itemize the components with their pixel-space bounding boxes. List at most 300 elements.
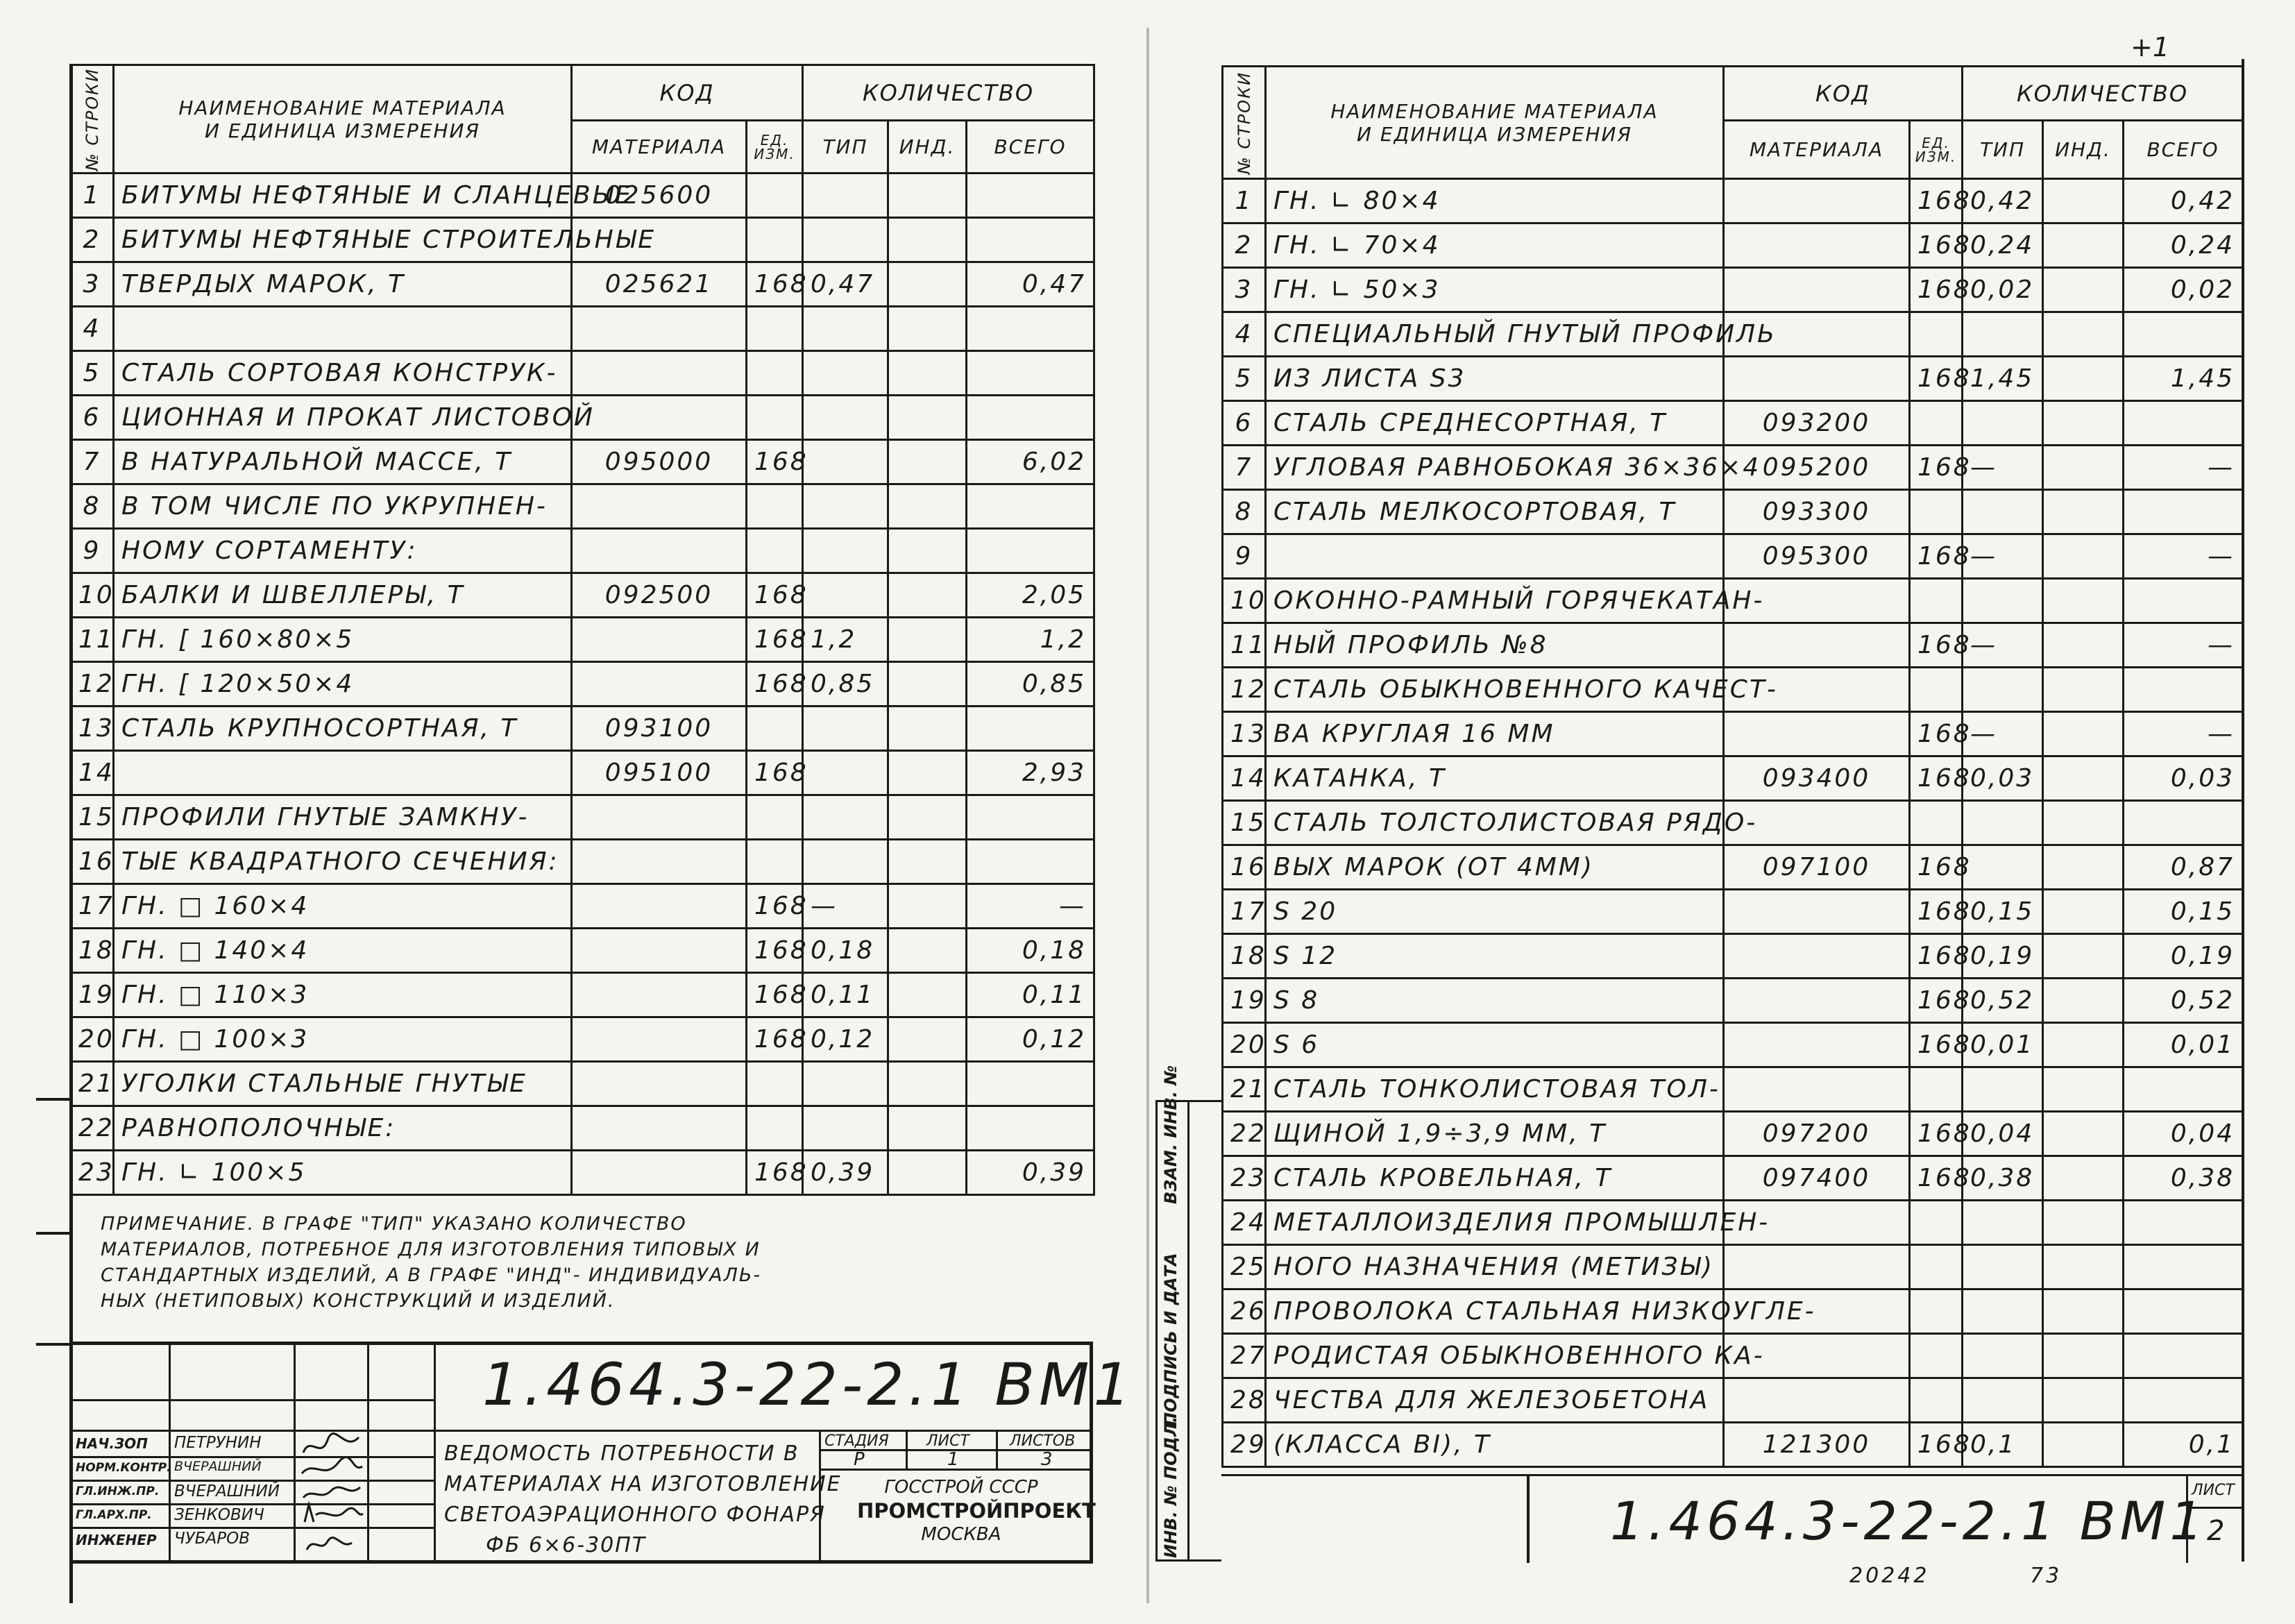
material-code-cell: [572, 618, 747, 662]
table-row: [1223, 1378, 2243, 1423]
side-label-inv-podl: ИНВ. № ПОДЛ.: [1161, 1416, 1180, 1558]
total-quantity-cell: 0,85: [967, 662, 1094, 707]
unit-code-cell: [747, 1106, 803, 1151]
table-row: [1223, 1201, 2243, 1245]
table-row: [71, 262, 1094, 307]
tip-quantity-cell: 0,42: [1963, 179, 2043, 223]
tip-quantity-cell: 0,01: [1963, 1023, 2043, 1067]
row-number-cell: 12: [71, 662, 114, 707]
table-row: [1223, 490, 2243, 534]
material-name-cell: РОДИСТАЯ ОБЫКНОВЕННОГО КА-: [1266, 1334, 1724, 1378]
ind-quantity-cell: [2043, 1423, 2124, 1467]
tip-quantity-cell: 0,24: [1963, 223, 2043, 268]
total-quantity-cell: [2124, 668, 2243, 712]
row-number-cell: 13: [71, 707, 114, 751]
row-number-cell: 9: [1223, 534, 1266, 579]
table-row: [71, 840, 1094, 884]
material-name-cell: БИТУМЫ НЕФТЯНЫЕ СТРОИТЕЛЬНЫЕ: [114, 218, 572, 262]
row-number-cell: 17: [71, 884, 114, 929]
material-name-cell: (КЛАССА BI), Т: [1266, 1423, 1724, 1467]
unit-code-cell: [1910, 1067, 1963, 1112]
material-name-header: НАИМЕНОВАНИЕ МАТЕРИАЛА И ЕДИНИЦА ИЗМЕРЕНИЯ: [1266, 67, 1724, 179]
ind-quantity-cell: [2043, 801, 2124, 845]
material-code-cell: [1724, 712, 1910, 756]
row-number-cell: 1: [1223, 179, 1266, 223]
material-name-cell: СТАЛЬ МЕЛКОСОРТОВАЯ, Т: [1266, 490, 1724, 534]
row-number-cell: 18: [71, 929, 114, 973]
row-number-cell: 3: [1223, 268, 1266, 312]
material-name-cell: ПРОВОЛОКА СТАЛЬНАЯ НИЗКОУГЛЕ-: [1266, 1289, 1724, 1334]
code-header: КОД: [1724, 67, 1963, 121]
tip-quantity-cell: [1963, 312, 2043, 357]
material-code-cell: 093100: [572, 707, 747, 751]
material-code-cell: 095200: [1724, 446, 1910, 490]
tip-quantity-cell: —: [1963, 534, 2043, 579]
table-row: [1223, 312, 2243, 357]
material-name-cell: ГН. [ 120×50×4: [114, 662, 572, 707]
row-number-cell: 10: [71, 573, 114, 618]
tip-header: ТИП: [1963, 121, 2043, 179]
total-quantity-cell: [967, 174, 1094, 218]
table-row: [71, 884, 1094, 929]
ind-quantity-cell: [888, 1106, 967, 1151]
material-name-cell: ЧЕСТВА ДЛЯ ЖЕЛЕЗОБЕТОНА: [1266, 1378, 1724, 1423]
material-name-cell: ЩИНОЙ 1,9÷3,9 ММ, Т: [1266, 1112, 1724, 1156]
ind-quantity-cell: [2043, 490, 2124, 534]
unit-code-cell: [747, 351, 803, 396]
material-name-cell: В НАТУРАЛЬНОЙ МАССЕ, Т: [114, 440, 572, 484]
tip-quantity-cell: 0,52: [1963, 979, 2043, 1023]
tip-quantity-cell: [803, 840, 888, 884]
sig-role-2: НОРМ.КОНТР.: [76, 1461, 171, 1475]
table-row: [1223, 579, 2243, 623]
unit-code-cell: 168: [1910, 268, 1963, 312]
row-number-cell: 14: [1223, 756, 1266, 801]
fold-mark: [36, 1343, 71, 1346]
side-label-signature-date: ПОДПИСЬ И ДАТА: [1161, 1253, 1180, 1426]
total-quantity-cell: [967, 529, 1094, 573]
row-number-cell: 28: [1223, 1378, 1266, 1423]
tip-quantity-cell: 0,18: [803, 929, 888, 973]
page-fold: [1146, 28, 1149, 1603]
unit-code-cell: [1910, 1201, 1963, 1245]
unit-code-cell: 168: [747, 929, 803, 973]
table-row: [1223, 1023, 2243, 1067]
unit-code-cell: 168: [747, 1151, 803, 1195]
right-sheet-label: ЛИСТ: [2192, 1482, 2235, 1499]
material-code-cell: 025621: [572, 262, 747, 307]
tip-quantity-cell: 0,15: [1963, 890, 2043, 934]
material-name-cell: ГН. □ 160×4: [114, 884, 572, 929]
total-quantity-cell: 0,03: [2124, 756, 2243, 801]
row-number-cell: 22: [71, 1106, 114, 1151]
table-row: [71, 1151, 1094, 1195]
ind-quantity-cell: [2043, 357, 2124, 401]
material-name-cell: ОКОННО-РАМНЫЙ ГОРЯЧЕКАТАН-: [1266, 579, 1724, 623]
total-quantity-cell: 0,15: [2124, 890, 2243, 934]
row-number-cell: 20: [1223, 1023, 1266, 1067]
tip-quantity-cell: [803, 795, 888, 840]
ind-quantity-cell: [2043, 1067, 2124, 1112]
table-row: [71, 218, 1094, 262]
ind-quantity-cell: [2043, 1156, 2124, 1201]
right-table-body: [1223, 179, 2243, 1467]
unit-code-cell: [747, 795, 803, 840]
total-quantity-cell: 0,02: [2124, 268, 2243, 312]
row-number-cell: 8: [71, 484, 114, 529]
quantity-header: КОЛИЧЕСТВО: [1963, 67, 2243, 121]
table-row: [1223, 1423, 2243, 1467]
material-code-cell: [1724, 179, 1910, 223]
total-quantity-cell: 1,2: [967, 618, 1094, 662]
table-row: [1223, 268, 2243, 312]
total-quantity-cell: —: [967, 884, 1094, 929]
material-name-cell: ЦИОННАЯ И ПРОКАТ ЛИСТОВОЙ: [114, 396, 572, 440]
ind-quantity-cell: [2043, 446, 2124, 490]
unit-code-cell: 168: [747, 973, 803, 1017]
unit-code-cell: [747, 484, 803, 529]
table-row: [71, 484, 1094, 529]
ind-quantity-cell: [2043, 668, 2124, 712]
material-name-cell: СТАЛЬ СРЕДНЕСОРТНАЯ, Т: [1266, 401, 1724, 446]
table-row: [1223, 756, 2243, 801]
material-name-cell: УГЛОВАЯ РАВНОБОКАЯ 36×36×4: [1266, 446, 1724, 490]
total-quantity-cell: 0,11: [967, 973, 1094, 1017]
row-number-cell: 18: [1223, 934, 1266, 979]
left-note: ПРИМЕЧАНИЕ. В ГРАФЕ "ТИП" УКАЗАНО КОЛИЧЕСТВО МАТЕРИАЛОВ, ПОТРЕБНОЕ ДЛЯ ИЗГОТОВЛЕНИЯ ТИПОВЫХ И СТАНДАРТНЫХ ИЗДЕЛИЙ, А В ГРАФЕ "ИНД"- ИНДИВИДУАЛЬ- НЫХ (НЕТИПОВЫХ) КОНСТРУКЦИЙ И ИЗДЕЛИЙ.: [101, 1213, 762, 1312]
total-quantity-cell: 1,45: [2124, 357, 2243, 401]
material-code-cell: [1724, 934, 1910, 979]
table-row: [1223, 623, 2243, 668]
total-quantity-cell: 0,38: [2124, 1156, 2243, 1201]
material-name-cell: ТВЕРДЫХ МАРОК, Т: [114, 262, 572, 307]
row-number-cell: 7: [71, 440, 114, 484]
left-materials-table: [69, 64, 1095, 1196]
table-row: [1223, 1289, 2243, 1334]
right-materials-table: [1221, 65, 2244, 1468]
table-row: [71, 174, 1094, 218]
material-code-cell: [572, 484, 747, 529]
ind-quantity-cell: [888, 307, 967, 351]
total-quantity-cell: [2124, 579, 2243, 623]
tip-quantity-cell: 0,39: [803, 1151, 888, 1195]
material-code-cell: 121300: [1724, 1423, 1910, 1467]
side-label-vzam-inv: ВЗАМ. ИНВ. №: [1161, 1065, 1180, 1204]
ind-quantity-cell: [2043, 401, 2124, 446]
total-quantity-cell: [967, 396, 1094, 440]
total-quantity-cell: 6,02: [967, 440, 1094, 484]
tip-quantity-cell: 1,2: [803, 618, 888, 662]
total-quantity-cell: [2124, 801, 2243, 845]
tip-quantity-cell: [803, 174, 888, 218]
row-number-header: № СТРОКИ: [71, 65, 114, 174]
material-name-cell: В ТОМ ЧИСЛЕ ПО УКРУПНЕН-: [114, 484, 572, 529]
row-number-cell: 20: [71, 1017, 114, 1062]
total-quantity-cell: —: [2124, 623, 2243, 668]
table-row: [71, 618, 1094, 662]
material-code-cell: [1724, 357, 1910, 401]
row-number-cell: 22: [1223, 1112, 1266, 1156]
material-name-cell: НОГО НАЗНАЧЕНИЯ (МЕТИЗЫ): [1266, 1245, 1724, 1289]
total-quantity-cell: 0,24: [2124, 223, 2243, 268]
unit-code-cell: 168: [1910, 979, 1963, 1023]
row-number-cell: 21: [1223, 1067, 1266, 1112]
tip-quantity-cell: [803, 707, 888, 751]
total-quantity-cell: [967, 307, 1094, 351]
material-name-cell: СТАЛЬ ТОНКОЛИСТОВАЯ ТОЛ-: [1266, 1067, 1724, 1112]
table-row: [71, 795, 1094, 840]
table-row: [1223, 401, 2243, 446]
row-number-cell: 5: [71, 351, 114, 396]
material-code-cell: [1724, 979, 1910, 1023]
row-number-cell: 6: [1223, 401, 1266, 446]
material-name-cell: СТАЛЬ ТОЛСТОЛИСТОВАЯ РЯДО-: [1266, 801, 1724, 845]
unit-code-cell: 168: [1910, 179, 1963, 223]
total-quantity-cell: —: [2124, 446, 2243, 490]
ind-quantity-cell: [2043, 579, 2124, 623]
total-quantity-cell: 0,52: [2124, 979, 2243, 1023]
total-quantity-cell: 0,47: [967, 262, 1094, 307]
tip-quantity-cell: [803, 351, 888, 396]
material-code-cell: [572, 1017, 747, 1062]
ind-quantity-cell: [888, 840, 967, 884]
table-row: [71, 1062, 1094, 1106]
unit-code-cell: [1910, 1245, 1963, 1289]
unit-code-cell: 168: [747, 884, 803, 929]
right-side-strip: [1155, 1065, 1221, 1559]
total-quantity-cell: [2124, 1334, 2243, 1378]
material-code-cell: [572, 351, 747, 396]
ind-quantity-cell: [888, 973, 967, 1017]
row-number-cell: 2: [1223, 223, 1266, 268]
unit-code-cell: [747, 307, 803, 351]
unit-code-cell: 168: [747, 440, 803, 484]
total-quantity-cell: 0,04: [2124, 1112, 2243, 1156]
total-quantity-cell: [2124, 401, 2243, 446]
row-number-cell: 8: [1223, 490, 1266, 534]
sig-role-4: ГЛ.АРХ.ПР.: [76, 1508, 152, 1522]
table-row: [71, 1017, 1094, 1062]
unit-code-cell: 168: [1910, 623, 1963, 668]
row-number-cell: 3: [71, 262, 114, 307]
row-number-cell: 27: [1223, 1334, 1266, 1378]
total-quantity-cell: 0,18: [967, 929, 1094, 973]
unit-code-cell: 168: [1910, 223, 1963, 268]
tip-quantity-cell: [1963, 490, 2043, 534]
table-row: [71, 529, 1094, 573]
material-name-cell: ГН. ∟ 70×4: [1266, 223, 1724, 268]
material-name-cell: S 6: [1266, 1023, 1724, 1067]
archive-number: 20242: [1849, 1564, 1930, 1588]
unit-code-cell: 168: [1910, 712, 1963, 756]
table-row: [1223, 668, 2243, 712]
material-name-cell: СТАЛЬ КРУПНОСОРТНАЯ, Т: [114, 707, 572, 751]
code-unit-header: ЕД. ИЗМ.: [1910, 121, 1963, 179]
material-code-cell: 025600: [572, 174, 747, 218]
material-name-cell: ИЗ ЛИСТА S3: [1266, 357, 1724, 401]
row-number-cell: 14: [71, 751, 114, 795]
material-code-cell: [1724, 1067, 1910, 1112]
ind-quantity-cell: [2043, 312, 2124, 357]
table-row: [71, 307, 1094, 351]
unit-code-cell: 168: [747, 1017, 803, 1062]
material-name-cell: ГН. ∟ 80×4: [1266, 179, 1724, 223]
code-unit-header: ЕД. ИЗМ.: [747, 121, 803, 174]
total-quantity-cell: [2124, 1378, 2243, 1423]
row-number-cell: 11: [71, 618, 114, 662]
row-number-cell: 24: [1223, 1201, 1266, 1245]
tip-quantity-cell: [803, 1062, 888, 1106]
tip-quantity-cell: [803, 573, 888, 618]
tip-quantity-cell: [1963, 1201, 2043, 1245]
unit-code-cell: [1910, 401, 1963, 446]
tip-quantity-cell: —: [1963, 712, 2043, 756]
unit-code-cell: 168: [1910, 1023, 1963, 1067]
handwritten-signatures: [296, 1432, 366, 1564]
tip-quantity-cell: [1963, 668, 2043, 712]
ind-quantity-cell: [2043, 1378, 2124, 1423]
unit-code-cell: [747, 218, 803, 262]
unit-code-cell: [1910, 1289, 1963, 1334]
table-row: [1223, 934, 2243, 979]
material-name-cell: ГН. [ 160×80×5: [114, 618, 572, 662]
material-code-cell: [572, 529, 747, 573]
total-quantity-cell: [2124, 312, 2243, 357]
unit-code-cell: [1910, 579, 1963, 623]
material-name-cell: СТАЛЬ ОБЫКНОВЕННОГО КАЧЕСТ-: [1266, 668, 1724, 712]
unit-code-cell: 168: [1910, 1112, 1963, 1156]
tip-quantity-cell: 0,03: [1963, 756, 2043, 801]
ind-quantity-cell: [2043, 1201, 2124, 1245]
ind-quantity-cell: [888, 440, 967, 484]
total-quantity-cell: 2,93: [967, 751, 1094, 795]
material-code-cell: 093200: [1724, 401, 1910, 446]
row-number-cell: 7: [1223, 446, 1266, 490]
row-number-cell: 23: [71, 1151, 114, 1195]
table-row: [1223, 890, 2243, 934]
material-code-cell: [572, 795, 747, 840]
table-row: [1223, 357, 2243, 401]
material-code-cell: [1724, 1023, 1910, 1067]
tip-quantity-cell: —: [1963, 446, 2043, 490]
table-row: [1223, 223, 2243, 268]
ind-quantity-cell: [888, 1062, 967, 1106]
unit-code-cell: [747, 1062, 803, 1106]
ind-quantity-cell: [2043, 756, 2124, 801]
left-title-block: [69, 1342, 1135, 1564]
material-name-header: НАИМЕНОВАНИЕ МАТЕРИАЛА И ЕДИНИЦА ИЗМЕРЕНИЯ: [114, 65, 572, 174]
ind-header: ИНД.: [888, 121, 967, 174]
sheet-label: ЛИСТ: [926, 1432, 969, 1450]
row-number-cell: 15: [1223, 801, 1266, 845]
tip-quantity-cell: 0,12: [803, 1017, 888, 1062]
material-name-cell: ВЫХ МАРОК (ОТ 4ММ): [1266, 845, 1724, 890]
material-code-cell: 097400: [1724, 1156, 1910, 1201]
tip-quantity-cell: [1963, 845, 2043, 890]
row-number-cell: 12: [1223, 668, 1266, 712]
tip-header: ТИП: [803, 121, 888, 174]
unit-code-cell: 168: [1910, 1156, 1963, 1201]
row-number-cell: 21: [71, 1062, 114, 1106]
unit-code-cell: 168: [747, 262, 803, 307]
unit-code-cell: [747, 840, 803, 884]
sig-role-1: НАЧ.ЗОП: [76, 1435, 148, 1452]
ind-quantity-cell: [2043, 890, 2124, 934]
page-number: 73: [2030, 1564, 2063, 1588]
total-quantity-cell: [2124, 1289, 2243, 1334]
table-row: [71, 707, 1094, 751]
sig-name-4: ЗЕНКОВИЧ: [174, 1506, 264, 1524]
total-header: ВСЕГО: [2124, 121, 2243, 179]
unit-code-cell: 168: [1910, 1423, 1963, 1467]
material-code-cell: [1724, 890, 1910, 934]
table-row: [1223, 1245, 2243, 1289]
tip-quantity-cell: [1963, 579, 2043, 623]
material-code-cell: [1724, 623, 1910, 668]
row-number-header: № СТРОКИ: [1223, 67, 1266, 179]
sheets-label: ЛИСТОВ: [1010, 1432, 1076, 1450]
tip-quantity-cell: [1963, 1245, 2043, 1289]
ind-quantity-cell: [2043, 223, 2124, 268]
material-name-cell: [114, 307, 572, 351]
total-quantity-cell: 0,42: [2124, 179, 2243, 223]
unit-code-cell: [1910, 1334, 1963, 1378]
table-row: [1223, 1067, 2243, 1112]
total-quantity-cell: [967, 484, 1094, 529]
unit-code-cell: 168: [1910, 934, 1963, 979]
material-name-cell: ГН. □ 140×4: [114, 929, 572, 973]
total-quantity-cell: [967, 218, 1094, 262]
tip-quantity-cell: [1963, 1289, 2043, 1334]
ind-quantity-cell: [888, 1017, 967, 1062]
total-quantity-cell: [2124, 1201, 2243, 1245]
tip-quantity-cell: [803, 396, 888, 440]
total-quantity-cell: [967, 707, 1094, 751]
table-row: [71, 573, 1094, 618]
table-row: [1223, 446, 2243, 490]
sig-role-3: ГЛ.ИНЖ.ПР.: [76, 1485, 160, 1498]
unit-code-cell: 168: [1910, 446, 1963, 490]
fold-mark: [36, 1232, 71, 1235]
unit-code-cell: [1910, 801, 1963, 845]
tip-quantity-cell: 0,85: [803, 662, 888, 707]
total-quantity-cell: 0,12: [967, 1017, 1094, 1062]
total-quantity-cell: 0,1: [2124, 1423, 2243, 1467]
table-row: [71, 1106, 1094, 1151]
unit-code-cell: [747, 529, 803, 573]
right-sheet-number: 2: [2207, 1515, 2225, 1547]
ind-quantity-cell: [888, 929, 967, 973]
row-number-cell: 16: [1223, 845, 1266, 890]
row-number-cell: 26: [1223, 1289, 1266, 1334]
total-quantity-cell: [967, 351, 1094, 396]
unit-code-cell: 168: [1910, 357, 1963, 401]
table-row: [71, 929, 1094, 973]
ind-quantity-cell: [2043, 979, 2124, 1023]
stage-label: СТАДИЯ: [824, 1432, 889, 1450]
ind-quantity-cell: [2043, 845, 2124, 890]
material-code-cell: [572, 1062, 747, 1106]
material-name-cell: СТАЛЬ СОРТОВАЯ КОНСТРУК-: [114, 351, 572, 396]
table-row: [1223, 1156, 2243, 1201]
row-number-cell: 2: [71, 218, 114, 262]
total-quantity-cell: [2124, 1245, 2243, 1289]
material-code-cell: [572, 1106, 747, 1151]
tip-quantity-cell: [1963, 1334, 2043, 1378]
row-number-cell: 5: [1223, 357, 1266, 401]
code-header: КОД: [572, 65, 803, 121]
ind-quantity-cell: [2043, 268, 2124, 312]
